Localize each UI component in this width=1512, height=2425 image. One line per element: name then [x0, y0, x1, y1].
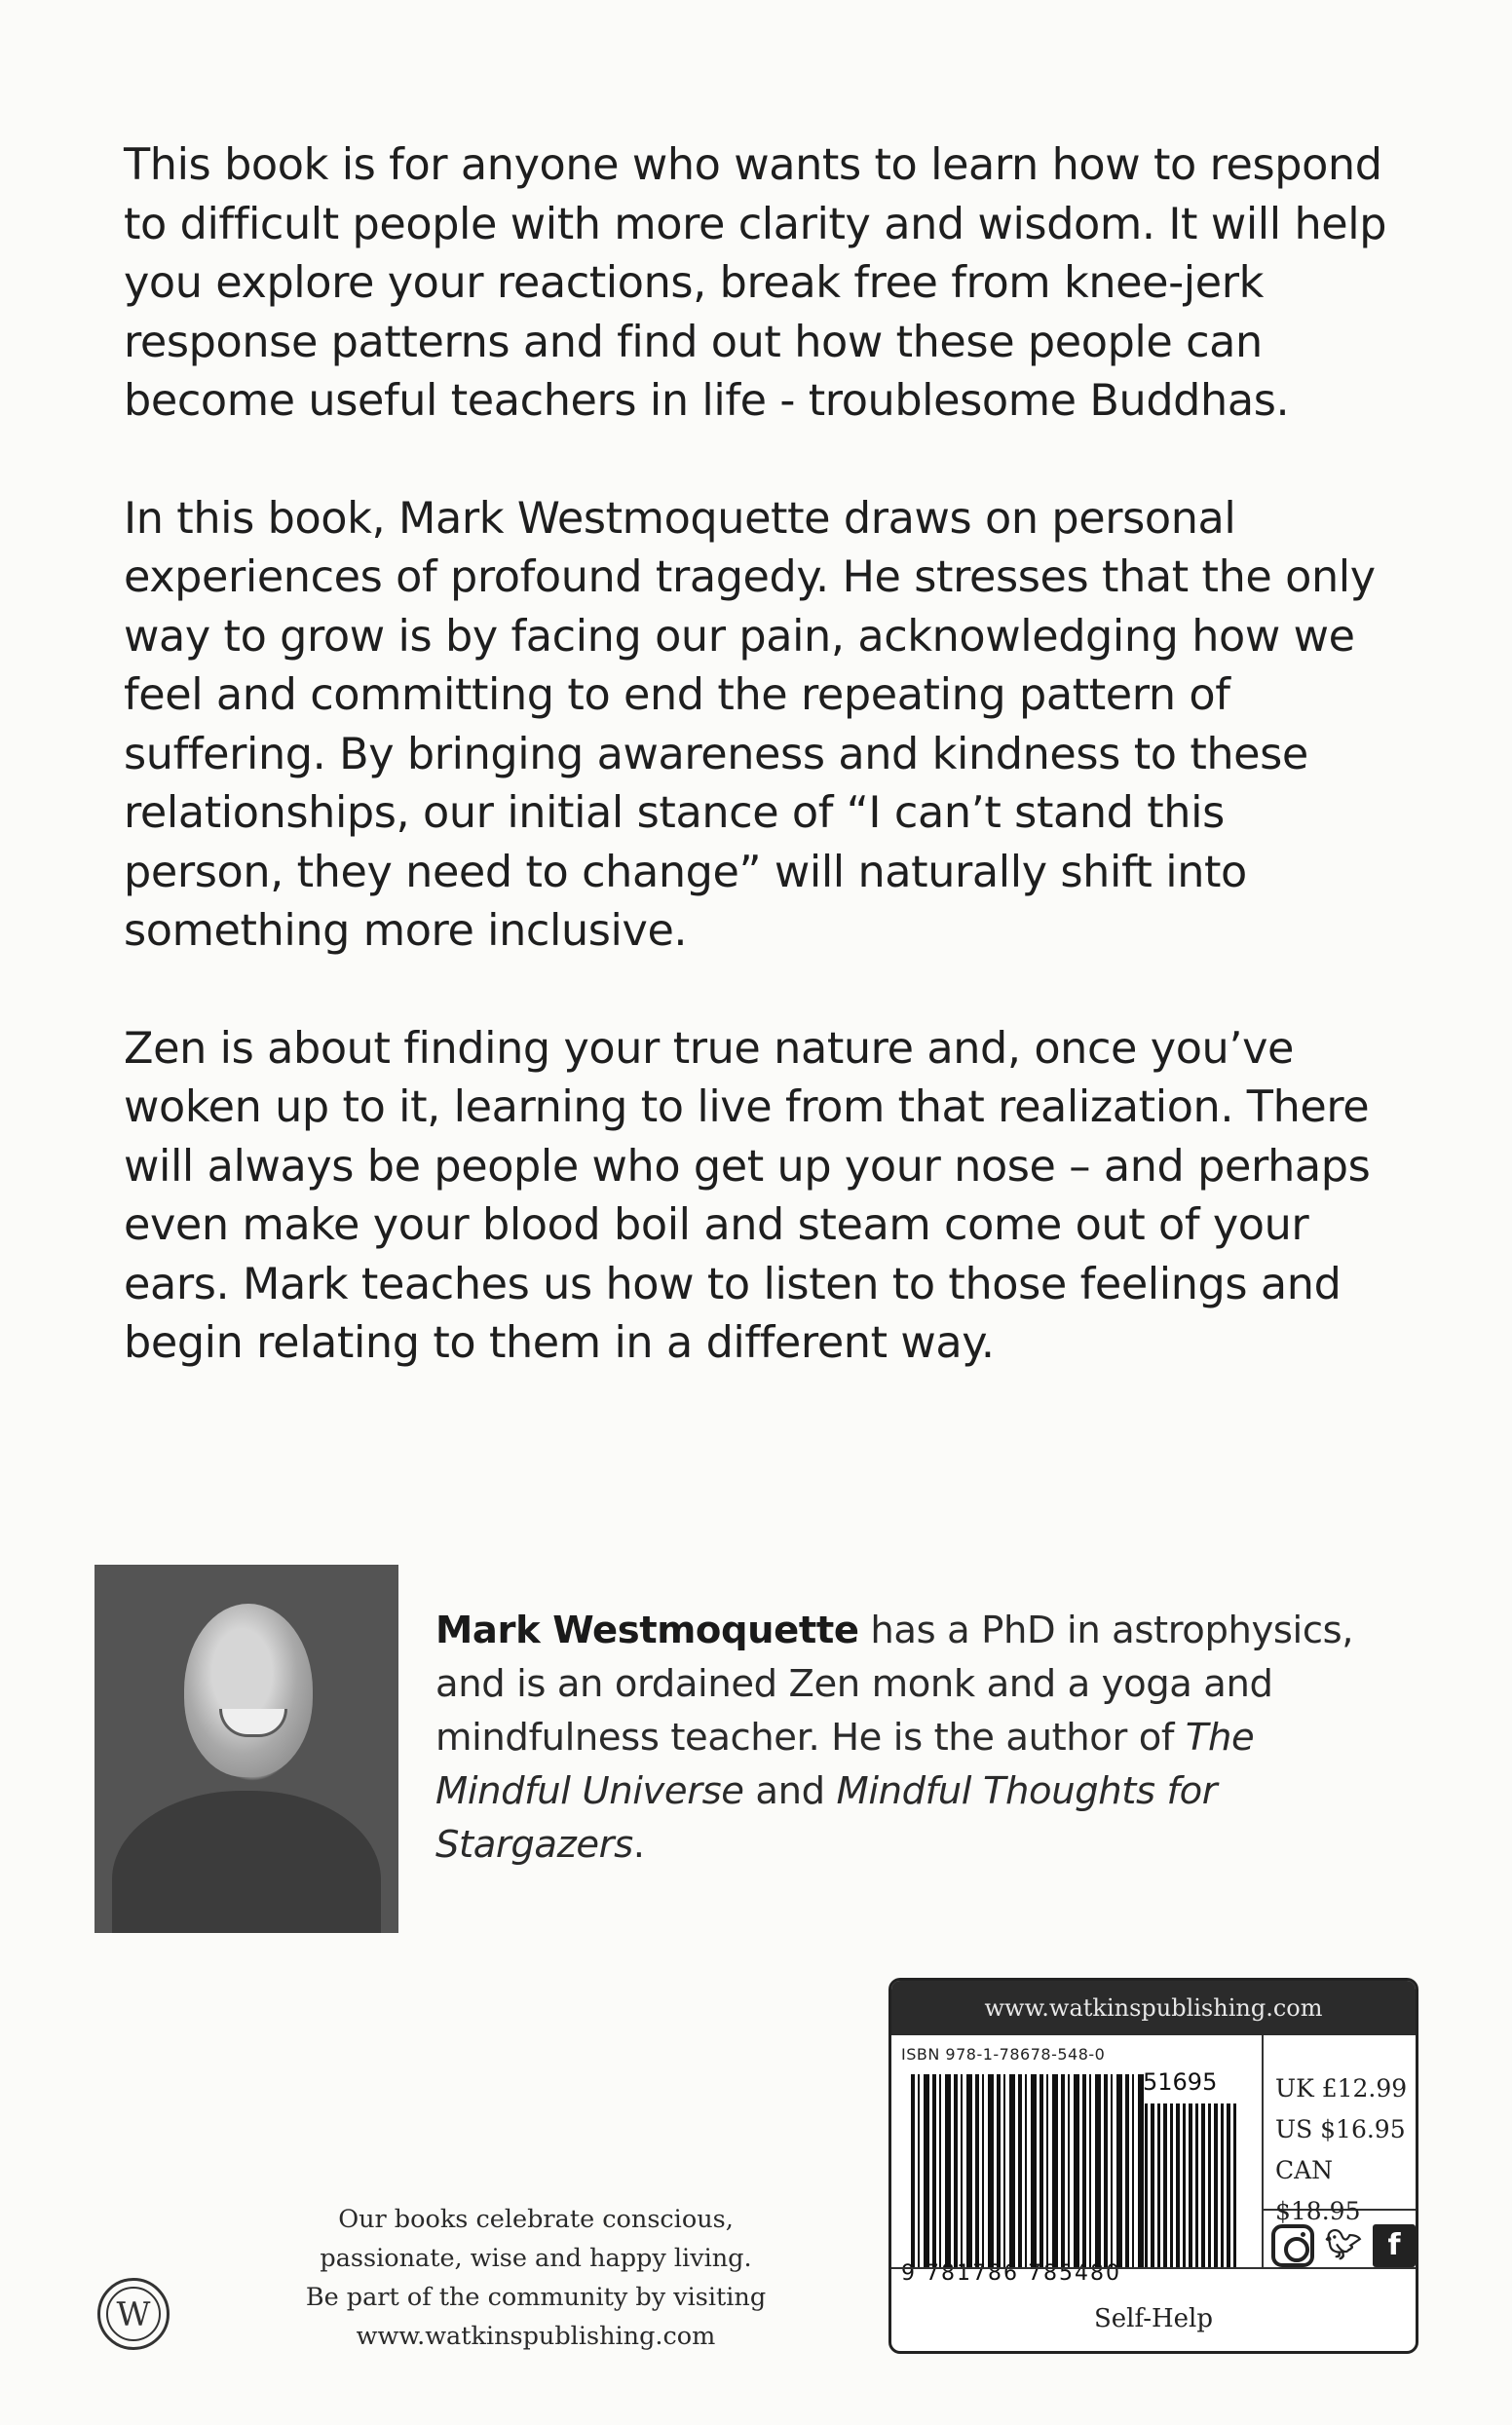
- divider: [891, 2267, 1416, 2269]
- bio-text-1: has a PhD in astrophysics, and is an ordained Zen monk and a yoga and mindfulness teacher. He is the author of: [435, 1609, 1354, 1760]
- barcode-digits: 9 781786 785480: [901, 2261, 1121, 2286]
- author-bio: [435, 1604, 1371, 1872]
- price-uk: UK £12.99: [1275, 2074, 1408, 2103]
- book-title-1: The Mindful Universe: [435, 1716, 1255, 1813]
- bio-text-2: and: [743, 1769, 837, 1813]
- book-category: Self-Help: [1093, 2304, 1213, 2333]
- logo-letter: W: [116, 2295, 151, 2334]
- price-can: CAN $18.95: [1275, 2156, 1361, 2225]
- tagline-line-2: passionate, wise and happy living.: [320, 2244, 752, 2273]
- isbn-label: ISBN 978-1-78678-548-0: [901, 2045, 1106, 2064]
- bio-end: .: [632, 1823, 645, 1867]
- publisher-tagline: [292, 2200, 779, 2356]
- tagline-line-4: www.watkinspublishing.com: [356, 2322, 716, 2351]
- publisher-website: www.watkinspublishing.com: [891, 1981, 1416, 2035]
- blurb-paragraph-3: Zen is about finding your true nature and, once you’ve woken up to it, learning to live from that realization. There will always be people who get up your nose – and perhaps even make your blood boil and steam come out of your ears. Mark teaches us how to listen to those feelings and begin relating to them in a different way.: [124, 1023, 1371, 1368]
- blurb-paragraph-1: This book is for anyone who wants to learn how to respond to difficult people with more clarity and wisdom. It will help you explore your reactions, break free from knee-jerk response patterns and find out how these people can become useful teachers in life - troublesome Buddhas.: [124, 140, 1387, 426]
- author-name: Mark Westmoquette: [435, 1609, 859, 1652]
- back-cover-blurb: [124, 136, 1390, 1432]
- book-title-2: Mindful Thoughts for Stargazers: [435, 1769, 1218, 1867]
- instagram-icon: [1271, 2224, 1314, 2267]
- twitter-icon: 🐦︎: [1324, 2228, 1363, 2262]
- price-list: [1275, 2068, 1416, 2232]
- blurb-paragraph-2: In this book, Mark Westmoquette draws on personal experiences of profound tragedy. He stresses that the only way to grow is by facing our pain, acknowledging how we feel and committing to end the repeating pattern of suffering. By bringing awareness and kindness to these relationships, our initial stance of “I can’t stand this person, they need to change” will naturally shift into something more inclusive.: [124, 493, 1376, 956]
- barcode-addon-bars: [1145, 2103, 1238, 2267]
- price-us: US $16.95: [1275, 2115, 1406, 2143]
- tagline-line-3: Be part of the community by visiting: [305, 2283, 767, 2312]
- barcode-addon-number: 51695: [1143, 2068, 1218, 2096]
- watkins-logo-icon: [97, 2278, 170, 2350]
- social-icons: [1271, 2224, 1416, 2267]
- divider: [1262, 2035, 1264, 2269]
- barcode-bars: [911, 2074, 1145, 2267]
- tagline-line-1: Our books celebrate conscious,: [338, 2205, 734, 2234]
- barcode-panel: [888, 1978, 1418, 2354]
- author-photo: [94, 1565, 398, 1933]
- facebook-icon: f: [1373, 2224, 1416, 2267]
